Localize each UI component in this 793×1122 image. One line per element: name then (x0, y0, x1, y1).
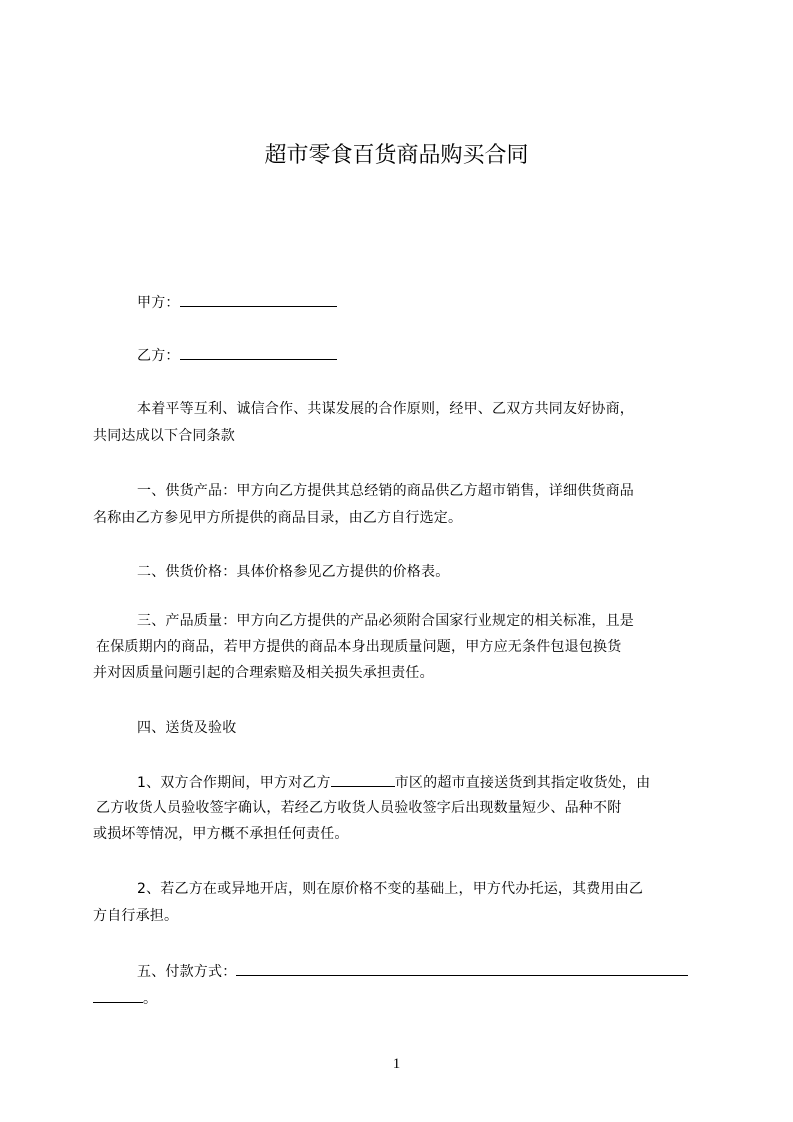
payment-method-blank[interactable] (236, 960, 688, 976)
clause4-heading: 四、送货及验收 (137, 720, 237, 736)
party-b-label: 乙方： (137, 348, 180, 364)
clause5-label: 五、付款方式： (137, 964, 237, 980)
clause2-line-1: 二、供货价格：具体价格参见乙方提供的价格表。 (137, 564, 450, 580)
clause4-item1-line-3: 或损坏等情况，甲方概不承担任何责任。 (93, 826, 349, 842)
clause5-end: 。 (143, 991, 158, 1007)
clause4-item2-line-2: 方自行承担。 (93, 908, 179, 924)
clause5-line-1 (137, 960, 777, 982)
clause5-line-2 (93, 987, 733, 1009)
party-a-blank[interactable] (180, 291, 337, 307)
clause1-line-2: 名称由乙方参见甲方所提供的商品目录，由乙方自行选定。 (93, 510, 463, 526)
clause3-line-2: 在保质期内的商品，若甲方提供的商品本身出现质量问题，甲方应无条件包退包换货 (96, 639, 622, 655)
clause4-city-blank[interactable] (331, 771, 395, 787)
clause1-line-1: 一、供货产品：甲方向乙方提供其总经销的商品供乙方超市销售，详细供货商品 (137, 483, 634, 499)
clause4-item2-line-1: 2、若乙方在或异地开店，则在原价格不变的基础上，甲方代办托运，其费用由乙 (137, 881, 644, 897)
preamble-line-2: 共同达成以下合同条款 (93, 428, 235, 444)
clause3-line-3: 并对因质量问题引起的合理索赔及相关损失承担责任。 (93, 665, 434, 681)
clause4-item1-part1: 1、双方合作期间，甲方对乙方 (137, 775, 331, 791)
party-b-line (137, 344, 777, 366)
party-a-line (137, 291, 777, 313)
page-number: 1 (392, 1056, 401, 1072)
clause4-item1-part2: 市区的超市直接送货到其指定收货处，由 (394, 775, 651, 791)
document-title: 超市零食百货商品购买合同 (264, 143, 529, 168)
clause4-item1-line-1 (137, 771, 777, 793)
clause3-line-1: 三、产品质量：甲方向乙方提供的产品必须附合国家行业规定的相关标准，且是 (137, 613, 634, 629)
preamble-line-1: 本着平等互利、诚信合作、共谋发展的合作原则，经甲、乙双方共同友好协商， (137, 401, 634, 417)
payment-method-blank-continued[interactable] (93, 987, 143, 1003)
party-a-label: 甲方： (137, 295, 180, 311)
clause4-item1-line-2: 乙方收货人员验收签字确认，若经乙方收货人员验收签字后出现数量短少、品种不附 (96, 800, 622, 816)
party-b-blank[interactable] (180, 344, 337, 360)
